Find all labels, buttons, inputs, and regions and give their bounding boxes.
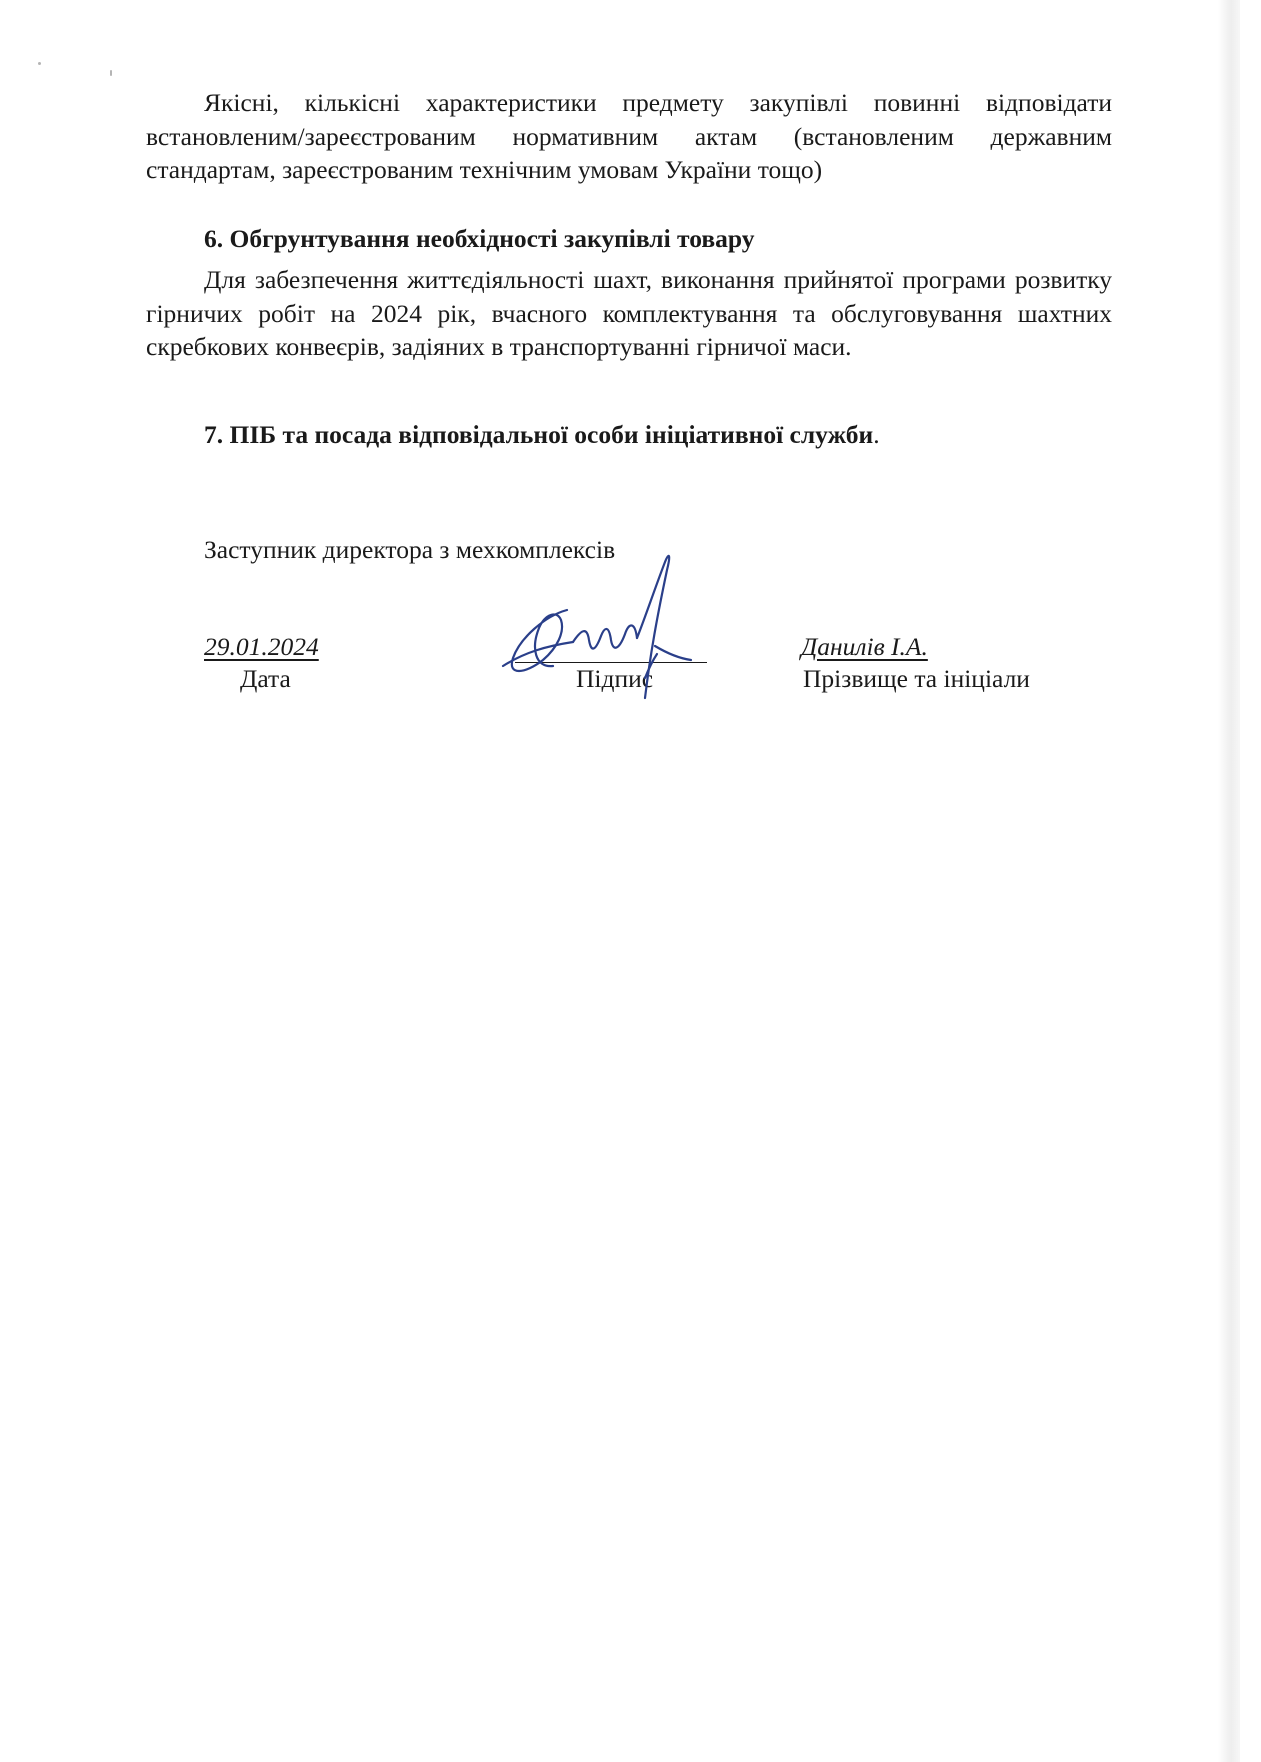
signature-caption: Підпис (576, 664, 654, 693)
responsible-position: Заступник директора з мехкомплексів (204, 535, 616, 564)
section-7-heading-line (204, 418, 880, 452)
section-7-heading: 7. ПІБ та посада відповідальної особи ініціативної служби (204, 420, 874, 449)
section-6-heading: 6. Обгрунтування необхідності закупівлі товару (204, 224, 755, 253)
date-caption: Дата (240, 664, 291, 693)
handwritten-signature (495, 548, 725, 703)
section-7-heading-period: . (873, 420, 880, 449)
scan-speck (110, 70, 112, 76)
scan-edge-shadow (1218, 0, 1240, 1762)
signature-date: 29.01.2024 (204, 632, 319, 661)
section-6-body: Для забезпечення життєдіяльності шахт, виконання прийнятої програми розвитку гірничих робіт на 2024 рік, вчасного комплектування та обслуговування шахтних скребкових конвеєрів, задіяних в транспортуванні гірничої маси. (146, 265, 1112, 361)
signatory-name: Данилів І.А. (801, 632, 928, 661)
quality-requirements-paragraph: Якісні, кількісні характеристики предмету закупівлі повинні відповідати встановленим/зареєстрованим нормативним актам (встановленим державним стандартам, зареєстрованим технічним умовам України тощо) (146, 88, 1112, 184)
name-caption: Прізвище та ініціали (803, 664, 1030, 693)
scan-speck (38, 62, 41, 65)
